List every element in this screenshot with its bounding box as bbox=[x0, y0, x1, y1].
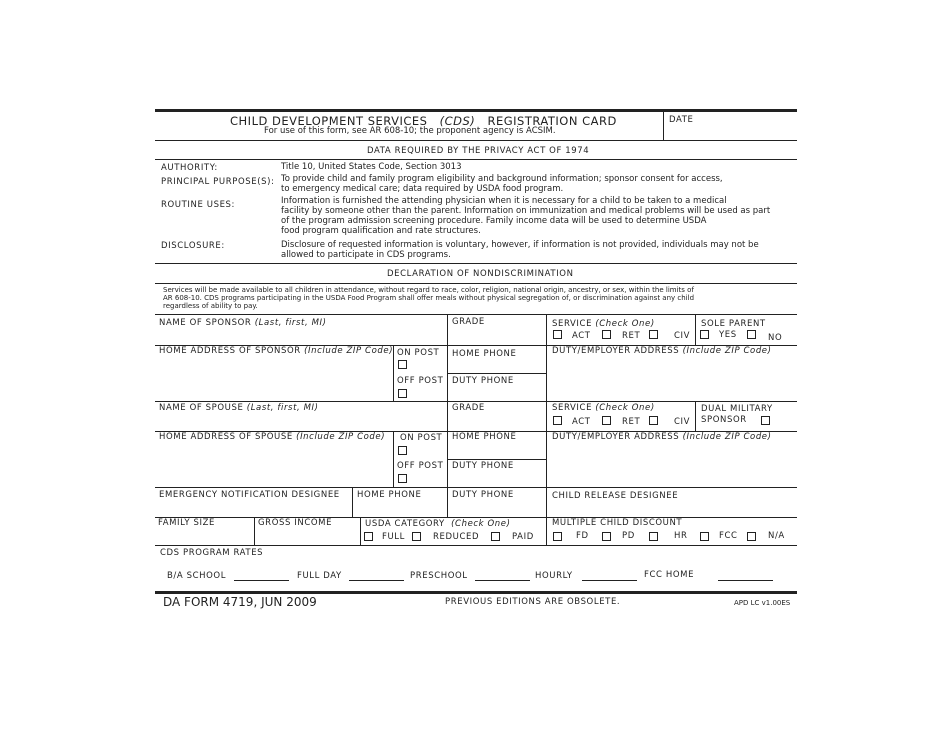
purpose-line: to emergency medical care; data required by USDA food program. bbox=[281, 184, 564, 194]
spouse-on-post-label: ON POST bbox=[400, 433, 443, 443]
spouse-grade-field[interactable]: GRADE bbox=[452, 403, 485, 413]
routine-line: food program qualification and rate structures. bbox=[281, 226, 481, 236]
nondiscrimination-heading: DECLARATION OF NONDISCRIMINATION bbox=[387, 269, 574, 279]
discount-fcc-checkbox[interactable] bbox=[700, 532, 709, 541]
rate-full-day-input[interactable] bbox=[349, 580, 404, 581]
privacy-heading: DATA REQUIRED BY THE PRIVACY ACT OF 1974 bbox=[367, 146, 590, 156]
form-title: CHILD DEVELOPMENT SERVICES (CDS) REGISTRATION CARD bbox=[230, 114, 617, 128]
rate-label: HOURLY bbox=[535, 571, 573, 581]
spouse-service-civ-checkbox[interactable] bbox=[649, 416, 658, 425]
family-size-field[interactable]: FAMILY SIZE bbox=[158, 518, 215, 528]
spouse-name-field[interactable]: NAME OF SPOUSE (Last, first, MI) bbox=[159, 403, 319, 413]
dual-military-label: SPONSOR bbox=[701, 415, 747, 425]
emergency-designee-field[interactable]: EMERGENCY NOTIFICATION DESIGNEE bbox=[159, 490, 340, 500]
purpose-label: PRINCIPAL PURPOSE(S): bbox=[161, 177, 275, 187]
spouse-service-act-checkbox[interactable] bbox=[553, 416, 562, 425]
sponsor-home-address-field[interactable]: HOME ADDRESS OF SPONSOR (Include ZIP Code) bbox=[159, 346, 394, 356]
sponsor-duty-phone-field[interactable]: DUTY PHONE bbox=[452, 376, 514, 386]
sponsor-service-option: RET bbox=[622, 331, 641, 341]
rate-ba-school-input[interactable] bbox=[234, 580, 289, 581]
bottom-border bbox=[155, 591, 797, 594]
usda-full-checkbox[interactable] bbox=[364, 532, 373, 541]
form-id: DA FORM 4719, JUN 2009 bbox=[163, 595, 317, 609]
sponsor-on-post-checkbox[interactable] bbox=[398, 360, 407, 369]
sole-parent-yes-checkbox[interactable] bbox=[700, 330, 709, 339]
sponsor-service-option: CIV bbox=[674, 331, 691, 341]
rate-hourly-input[interactable] bbox=[582, 580, 637, 581]
authority-label: AUTHORITY: bbox=[161, 163, 218, 173]
spouse-home-address-field[interactable]: HOME ADDRESS OF SPOUSE (Include ZIP Code) bbox=[159, 432, 386, 442]
discount-option: PD bbox=[622, 531, 635, 541]
child-release-designee-field[interactable]: CHILD RELEASE DESIGNEE bbox=[552, 491, 679, 501]
sponsor-service-label: SERVICE (Check One) bbox=[552, 319, 655, 329]
form-subtitle: For use of this form, see AR 608-10; the proponent agency is ACSIM. bbox=[264, 126, 556, 136]
discount-fd-checkbox[interactable] bbox=[553, 532, 562, 541]
purpose-line: To provide child and family program eligibility and background information; sponsor consent for access, bbox=[281, 174, 723, 184]
usda-option: REDUCED bbox=[433, 532, 480, 542]
disclosure-line: Disclosure of requested information is voluntary, however, if information is not provided, individuals may not be bbox=[281, 240, 759, 250]
routine-label: ROUTINE USES: bbox=[161, 200, 235, 210]
discount-pd-checkbox[interactable] bbox=[602, 532, 611, 541]
discount-option: HR bbox=[674, 531, 688, 541]
nondiscrimination-line: regardless of ability to pay. bbox=[163, 302, 258, 310]
rate-preschool-input[interactable] bbox=[475, 580, 530, 581]
spouse-service-option: CIV bbox=[674, 417, 691, 427]
spouse-duty-phone-field[interactable]: DUTY PHONE bbox=[452, 461, 514, 471]
spouse-duty-address-field[interactable]: DUTY/EMPLOYER ADDRESS (Include ZIP Code) bbox=[552, 432, 772, 442]
multiple-child-discount-label: MULTIPLE CHILD DISCOUNT bbox=[552, 518, 683, 528]
yes-label: YES bbox=[719, 330, 737, 340]
spouse-on-post-checkbox[interactable] bbox=[398, 446, 407, 455]
rate-label: FCC HOME bbox=[644, 570, 695, 580]
disclosure-label: DISCLOSURE: bbox=[161, 241, 225, 251]
sponsor-service-civ-checkbox[interactable] bbox=[649, 330, 658, 339]
spouse-service-option: RET bbox=[622, 417, 641, 427]
disclosure-line: allowed to participate in CDS programs. bbox=[281, 250, 451, 260]
rate-label: B/A SCHOOL bbox=[167, 571, 227, 581]
discount-na-checkbox[interactable] bbox=[747, 532, 756, 541]
dual-military-checkbox[interactable] bbox=[761, 416, 770, 425]
sponsor-service-act-checkbox[interactable] bbox=[553, 330, 562, 339]
sponsor-service-ret-checkbox[interactable] bbox=[602, 330, 611, 339]
discount-option: N/A bbox=[768, 531, 785, 541]
sponsor-off-post-checkbox[interactable] bbox=[398, 389, 407, 398]
routine-line: facility by someone other than the parent. Information on immunization and medical problems will be used as part bbox=[281, 206, 771, 216]
spouse-service-option: ACT bbox=[572, 417, 591, 427]
sponsor-off-post-label: OFF POST bbox=[397, 376, 444, 386]
discount-hr-checkbox[interactable] bbox=[649, 532, 658, 541]
sponsor-duty-address-field[interactable]: DUTY/EMPLOYER ADDRESS (Include ZIP Code) bbox=[552, 346, 772, 356]
routine-line: Information is furnished the attending physician when it is necessary for a child to be taken to a medical bbox=[281, 196, 727, 206]
spouse-off-post-label: OFF POST bbox=[397, 461, 444, 471]
dual-military-label: DUAL MILITARY bbox=[701, 404, 773, 414]
rate-label: FULL DAY bbox=[297, 571, 342, 581]
usda-reduced-checkbox[interactable] bbox=[412, 532, 421, 541]
rate-fcc-home-input[interactable] bbox=[718, 580, 773, 581]
sponsor-home-phone-field[interactable]: HOME PHONE bbox=[452, 349, 517, 359]
no-label: NO bbox=[768, 333, 783, 343]
spouse-service-ret-checkbox[interactable] bbox=[602, 416, 611, 425]
sponsor-service-option: ACT bbox=[572, 331, 591, 341]
routine-line: of the program admission screening procedure. Family income data will be used to determine USDA bbox=[281, 216, 707, 226]
usda-paid-checkbox[interactable] bbox=[491, 532, 500, 541]
emergency-duty-phone-field[interactable]: DUTY PHONE bbox=[452, 490, 514, 500]
gross-income-field[interactable]: GROSS INCOME bbox=[258, 518, 333, 528]
sponsor-name-field[interactable]: NAME OF SPONSOR (Last, first, MI) bbox=[159, 318, 327, 328]
version-tag: APD LC v1.00ES bbox=[734, 599, 791, 607]
discount-option: FD bbox=[576, 531, 589, 541]
sole-parent-label: SOLE PARENT bbox=[701, 319, 766, 329]
program-rates-heading: CDS PROGRAM RATES bbox=[160, 548, 264, 558]
nondiscrimination-line: Services will be made available to all children in attendance, without regard to race, color, religion, national origin, ancestry, or sex, within the limits of bbox=[163, 286, 694, 294]
nondiscrimination-line: AR 608-10. CDS programs participating in the USDA Food Program shall offer meals without physical segregation of, or discrimination against any child bbox=[163, 294, 695, 302]
sole-parent-no-checkbox[interactable] bbox=[747, 330, 756, 339]
sponsor-on-post-label: ON POST bbox=[397, 348, 440, 358]
rate-label: PRESCHOOL bbox=[410, 571, 468, 581]
authority-text: Title 10, United States Code, Section 3013 bbox=[281, 162, 462, 172]
spouse-home-phone-field[interactable]: HOME PHONE bbox=[452, 432, 517, 442]
emergency-home-phone-field[interactable]: HOME PHONE bbox=[357, 490, 422, 500]
usda-category-label: USDA CATEGORY (Check One) bbox=[365, 519, 511, 529]
sponsor-grade-field[interactable]: GRADE bbox=[452, 317, 485, 327]
top-border bbox=[155, 109, 797, 112]
obsolete-notice: PREVIOUS EDITIONS ARE OBSOLETE. bbox=[445, 597, 621, 607]
usda-option: PAID bbox=[512, 532, 534, 542]
discount-option: FCC bbox=[719, 531, 738, 541]
spouse-service-label: SERVICE (Check One) bbox=[552, 403, 655, 413]
date-field[interactable]: DATE bbox=[669, 115, 694, 125]
spouse-off-post-checkbox[interactable] bbox=[398, 474, 407, 483]
usda-option: FULL bbox=[382, 532, 405, 542]
